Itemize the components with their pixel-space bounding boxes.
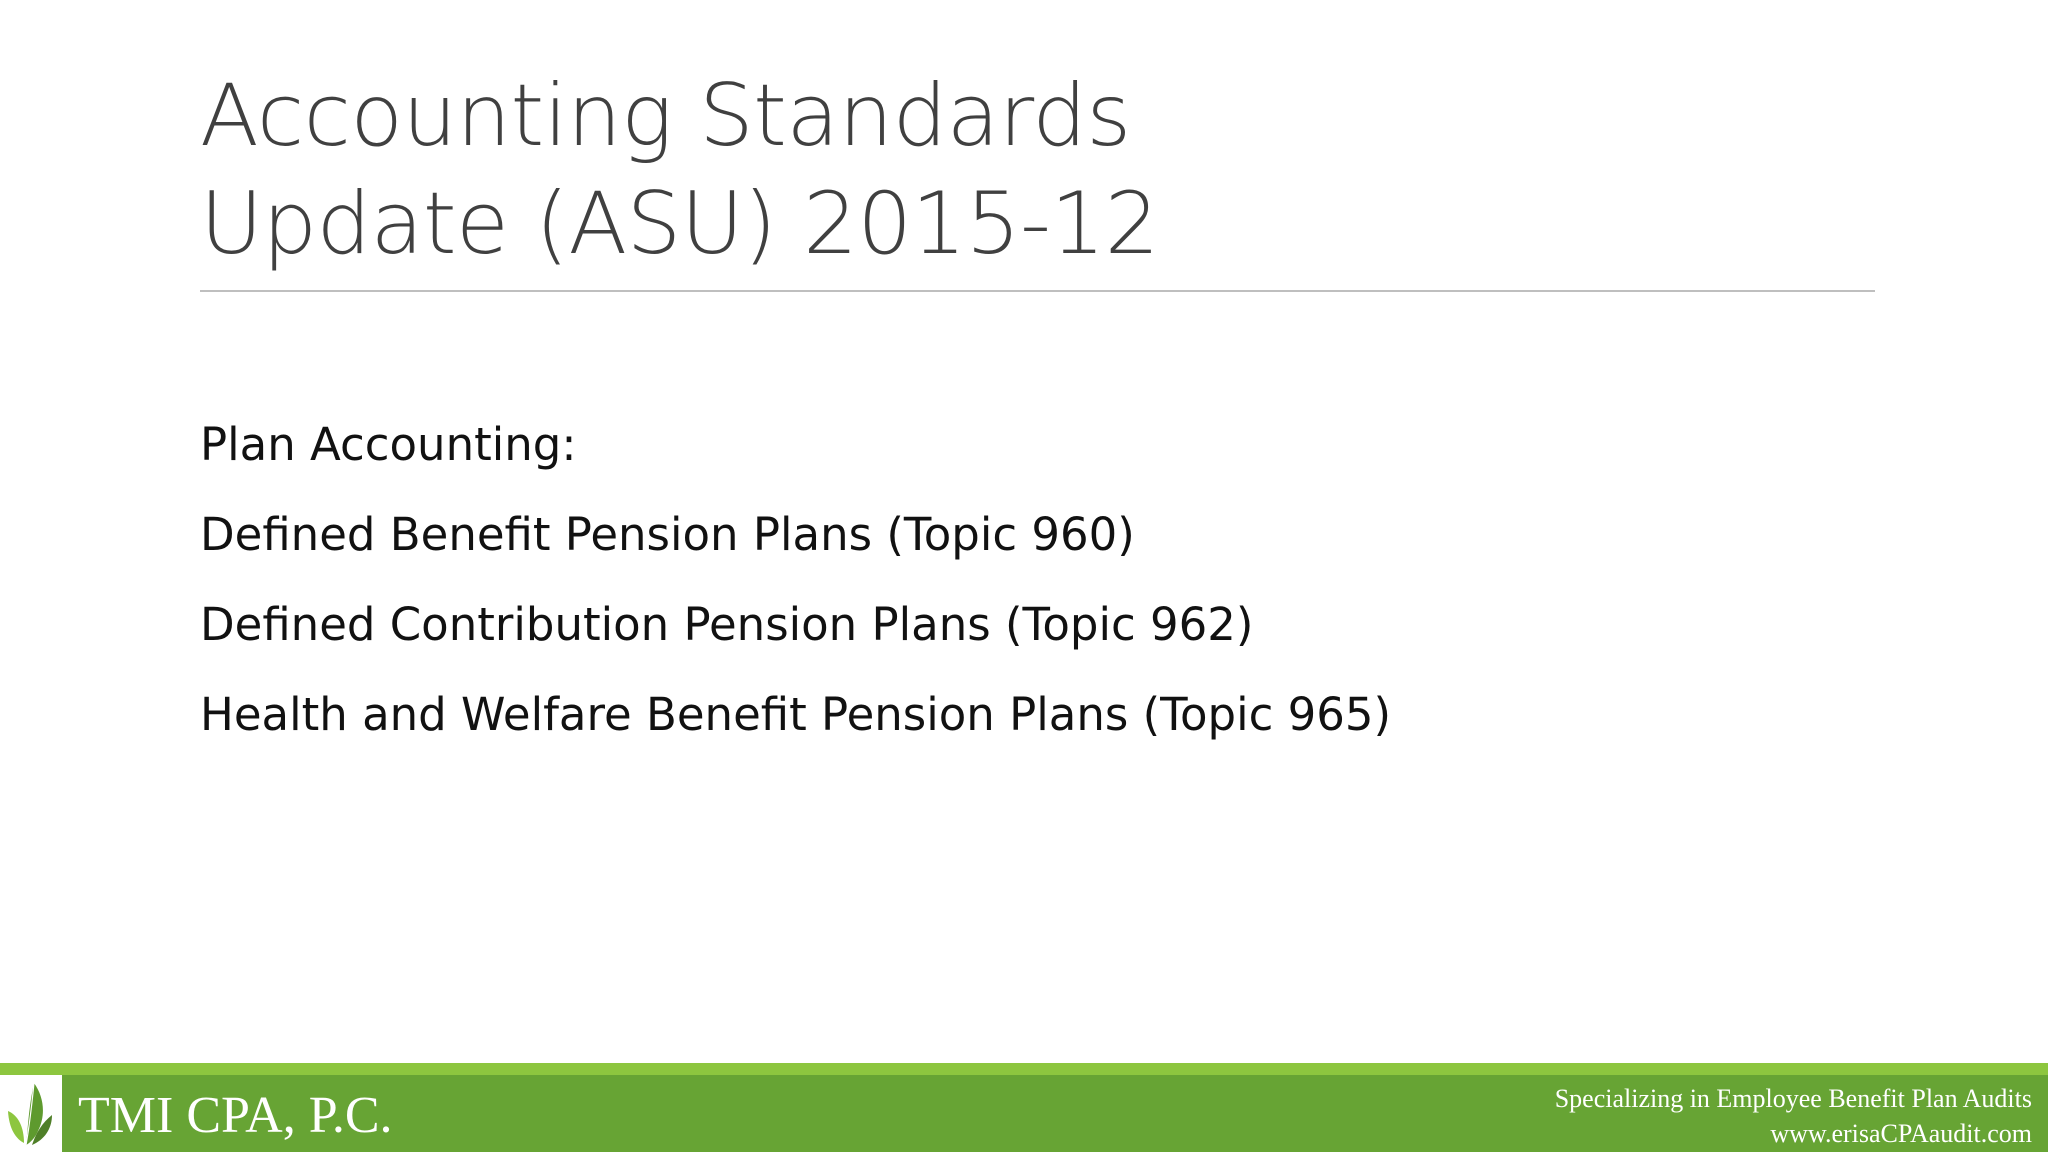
body-item-topic-965: Health and Welfare Benefit Pension Plans (Topic 965) [200, 688, 1392, 741]
body-item-topic-960: Defined Benefit Pension Plans (Topic 960) [200, 508, 1135, 561]
title-divider [200, 290, 1875, 292]
body-item-topic-962: Defined Contribution Pension Plans (Topic 962) [200, 598, 1254, 651]
slide-body-list [200, 400, 1391, 760]
slide-title-line-1: Accounting Standards [200, 66, 1131, 166]
company-name: TMI CPA, P.C. [78, 1087, 393, 1144]
company-logo [0, 1075, 62, 1152]
body-item-plan-accounting: Plan Accounting: [200, 418, 577, 471]
leaf-icon [4, 1081, 58, 1147]
slide-title-line-2: Update (ASU) 2015-12 [200, 174, 1159, 274]
footer-accent-stripe [0, 1063, 2048, 1075]
slide-title [200, 62, 1159, 278]
slide-footer [0, 1063, 2048, 1152]
footer-tagline-block [1555, 1081, 2032, 1151]
footer-tagline: Specializing in Employee Benefit Plan Audits [1554, 1084, 2032, 1113]
footer-website-link[interactable]: www.erisaCPAaudit.com [1770, 1119, 2032, 1148]
